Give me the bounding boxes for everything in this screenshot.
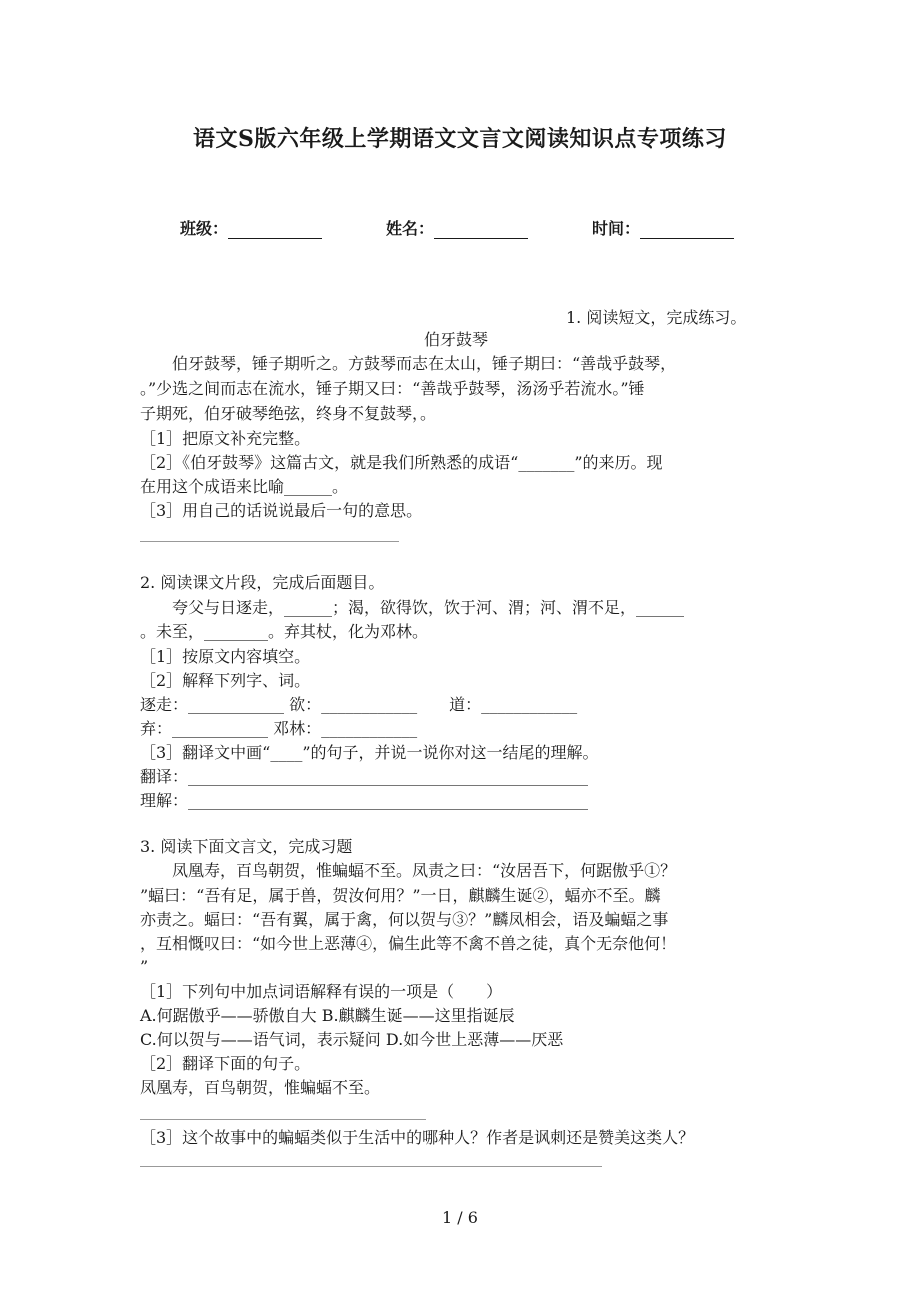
q3-answer-line[interactable] <box>140 1166 602 1167</box>
name-label: 姓名： <box>386 219 435 238</box>
time-field <box>592 216 734 239</box>
page-number: 1 / 6 <box>442 1208 478 1227</box>
q3-heading: 3. 阅读下面文言文，完成习题 <box>140 837 353 856</box>
q1-answer-line[interactable] <box>140 541 399 542</box>
q2-understand: 理解：__________________________________________________ <box>140 791 589 810</box>
q1-heading: 1. 阅读短文，完成练习。 <box>566 308 747 327</box>
q2-sub1: ［1］按原文内容填空。 <box>140 647 311 666</box>
q1-sub3: ［3］用自己的话说说最后一句的意思。 <box>140 501 423 520</box>
q3-options-ab: A.何踞傲乎——骄傲自大 B.麒麟生诞——这里指诞辰 <box>140 1006 515 1025</box>
q3-answer-line[interactable] <box>140 1119 426 1120</box>
q1-sub1: ［1］把原文补充完整。 <box>140 429 311 448</box>
page-title: 语文S版六年级上学期语文文言文阅读知识点专项练习 <box>193 126 727 152</box>
q2-words-row: 逐走：____________ 欲：____________ 道：____________ <box>140 695 578 714</box>
q1-sub2-cont: 在用这个成语来比喻______。 <box>140 477 349 496</box>
q3-sub2: ［2］翻译下面的句子。 <box>140 1054 311 1073</box>
time-blank[interactable] <box>640 220 734 239</box>
q3-passage-line: ” <box>140 957 149 976</box>
class-field <box>180 216 322 239</box>
q3-passage-line: 亦责之。蝠曰：“吾有翼，属于禽，何以贺与③？”麟凤相会，语及蝙蝠之事 <box>140 910 669 929</box>
time-label: 时间： <box>592 219 641 238</box>
q1-passage-line: 子期死，伯牙破琴绝弦，终身不复鼓琴，。 <box>140 404 437 423</box>
q3-sentence: 凤凰寿，百鸟朝贺，惟蝙蝠不至。 <box>140 1078 381 1097</box>
q2-sub2: ［2］解释下列字、词。 <box>140 671 311 690</box>
q1-passage-line: 伯牙鼓琴，锤子期听之。方鼓琴而志在太山，锤子期曰：“善哉乎鼓琴， <box>140 354 677 373</box>
q2-passage-line: 夸父与日逐走，______；渴，欲得饮，饮于河、渭；河、渭不足，______ <box>140 598 685 617</box>
q3-passage-line: ”蝠曰：“吾有足，属于兽，贺汝何用？”一日，麒麟生诞②，蝠亦不至。麟 <box>140 886 661 905</box>
q3-sub1: ［1］下列句中加点词语解释有误的一项是（ ） <box>140 982 503 1001</box>
q3-sub3: ［3］这个故事中的蝙蝠类似于生活中的哪种人？作者是讽刺还是赞美这类人？ <box>140 1128 695 1147</box>
name-field <box>386 216 528 239</box>
class-label: 班级： <box>180 219 229 238</box>
q1-passage-title: 伯牙鼓琴 <box>424 330 489 349</box>
q2-sub3: ［3］翻译文中画“____”的句子，并说一说你对这一结尾的理解。 <box>140 743 599 762</box>
q2-passage-line: 。未至，________。弃其杖，化为邓林。 <box>140 622 429 641</box>
q2-translate: 翻译：__________________________________________________ <box>140 767 589 786</box>
q2-heading: 2. 阅读课文片段，完成后面题目。 <box>140 573 385 592</box>
q2-words-row: 弃：____________ 邓林：____________ <box>140 719 418 738</box>
name-blank[interactable] <box>434 220 528 239</box>
q3-passage-line: 凤凰寿，百鸟朝贺，惟蝙蝠不至。凤责之曰：“汝居吾下，何踞傲乎①？ <box>140 861 677 880</box>
q3-passage-line: ，互相慨叹曰：“如今世上恶薄④，偏生此等不禽不兽之徒，真个无奈他何！ <box>140 934 677 953</box>
q3-options-cd: C.何以贺与——语气词，表示疑问 D.如今世上恶薄——厌恶 <box>140 1030 564 1049</box>
q1-passage-line: 。”少选之间而志在流水，锤子期又曰：“善哉乎鼓琴，汤汤乎若流水。”锤 <box>140 379 645 398</box>
q1-sub2: ［2］《伯牙鼓琴》这篇古文，就是我们所熟悉的成语“_______”的来历。现 <box>140 453 663 472</box>
class-blank[interactable] <box>228 220 322 239</box>
